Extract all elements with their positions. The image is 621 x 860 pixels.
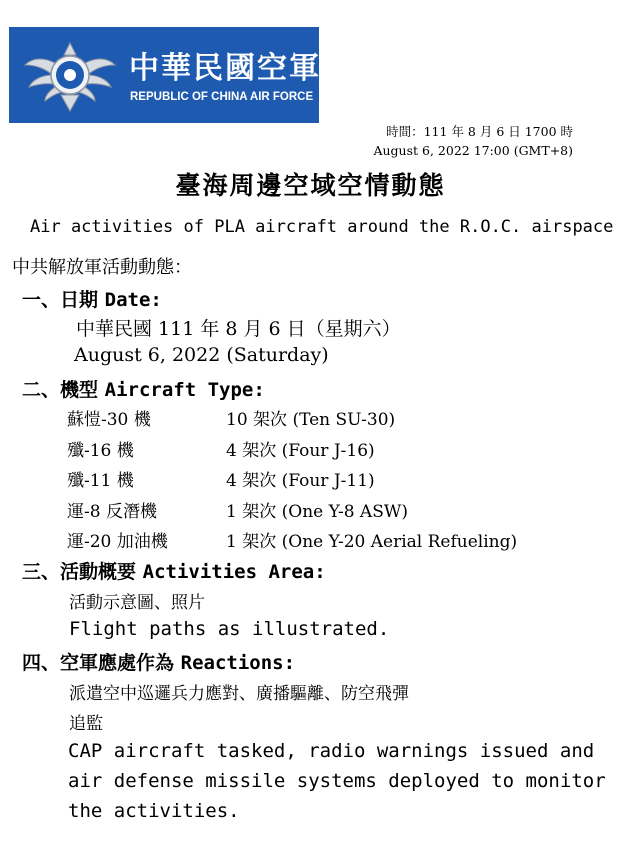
report-time-zh: 時間：111 年 8 月 6 日 1700 時 xyxy=(386,124,573,139)
org-name-zh: 中華民國空軍 xyxy=(129,51,321,86)
aircraft-name: 運-8 反潛機 xyxy=(67,502,157,522)
aircraft-count: 4 架次 (Four J-16) xyxy=(226,441,375,461)
section-area-heading-en: Activities Area: xyxy=(142,561,326,583)
aircraft-row xyxy=(67,497,607,522)
section-aircraft-heading-zh: 二、機型 xyxy=(22,379,105,401)
reactions-paragraph-en: CAP aircraft tasked, radio warnings issued and air defense missile systems deployed to monitor the activities. xyxy=(68,740,606,822)
section-date-heading xyxy=(22,285,162,312)
aircraft-count: 1 架次 (One Y-20 Aerial Refueling) xyxy=(226,532,518,552)
aircraft-count: 10 架次 (Ten SU-30) xyxy=(226,410,396,430)
section-reactions-heading xyxy=(22,648,295,675)
aircraft-row xyxy=(67,436,607,461)
date-line-en: August 6, 2022 (Saturday) xyxy=(74,344,329,366)
section-area-heading xyxy=(22,557,326,584)
aircraft-name: 運-20 加油機 xyxy=(67,532,168,552)
aircraft-name: 殲-11 機 xyxy=(67,471,134,491)
aircraft-count: 1 架次 (One Y-8 ASW) xyxy=(226,502,408,522)
section-date-heading-zh: 一、日期 xyxy=(22,289,105,311)
air-force-banner xyxy=(9,27,319,123)
aircraft-row xyxy=(67,466,607,491)
section-aircraft-heading-en: Aircraft Type: xyxy=(104,379,265,401)
section-reactions-heading-zh: 四、空軍應處作為 xyxy=(22,652,181,674)
aircraft-row xyxy=(67,405,607,430)
aircraft-name: 蘇愷-30 機 xyxy=(67,410,151,430)
section-reactions-heading-en: Reactions: xyxy=(180,652,296,674)
aircraft-count: 4 架次 (Four J-11) xyxy=(226,471,375,491)
aircraft-row xyxy=(67,527,607,552)
section-date-heading-en: Date: xyxy=(104,289,162,311)
area-line-zh: 活動示意圖、照片 xyxy=(69,593,205,613)
intro-line: 中共解放軍活動動態： xyxy=(12,257,192,278)
section-area-heading-zh: 三、活動概要 xyxy=(22,561,143,583)
aircraft-name: 殲-16 機 xyxy=(67,441,134,461)
section-aircraft-heading xyxy=(22,375,265,402)
report-time-en: August 6, 2022 17:00 (GMT+8) xyxy=(373,143,573,158)
document-title-zh: 臺海周邊空域空情動態 xyxy=(175,171,446,200)
reactions-line-zh-2: 追監 xyxy=(69,714,103,734)
reactions-line-zh-1: 派遣空中巡邏兵力應對、廣播驅離、防空飛彈 xyxy=(69,684,409,704)
document-title-en: Air activities of PLA aircraft around the R.O.C. airspace xyxy=(30,217,614,237)
org-name-en: REPUBLIC OF CHINA AIR FORCE xyxy=(130,91,314,103)
area-line-en: Flight paths as illustrated. xyxy=(69,618,390,640)
date-line-zh: 中華民國 111 年 8 月 6 日（星期六） xyxy=(76,318,401,340)
air-force-wings-emblem-icon xyxy=(23,35,117,115)
